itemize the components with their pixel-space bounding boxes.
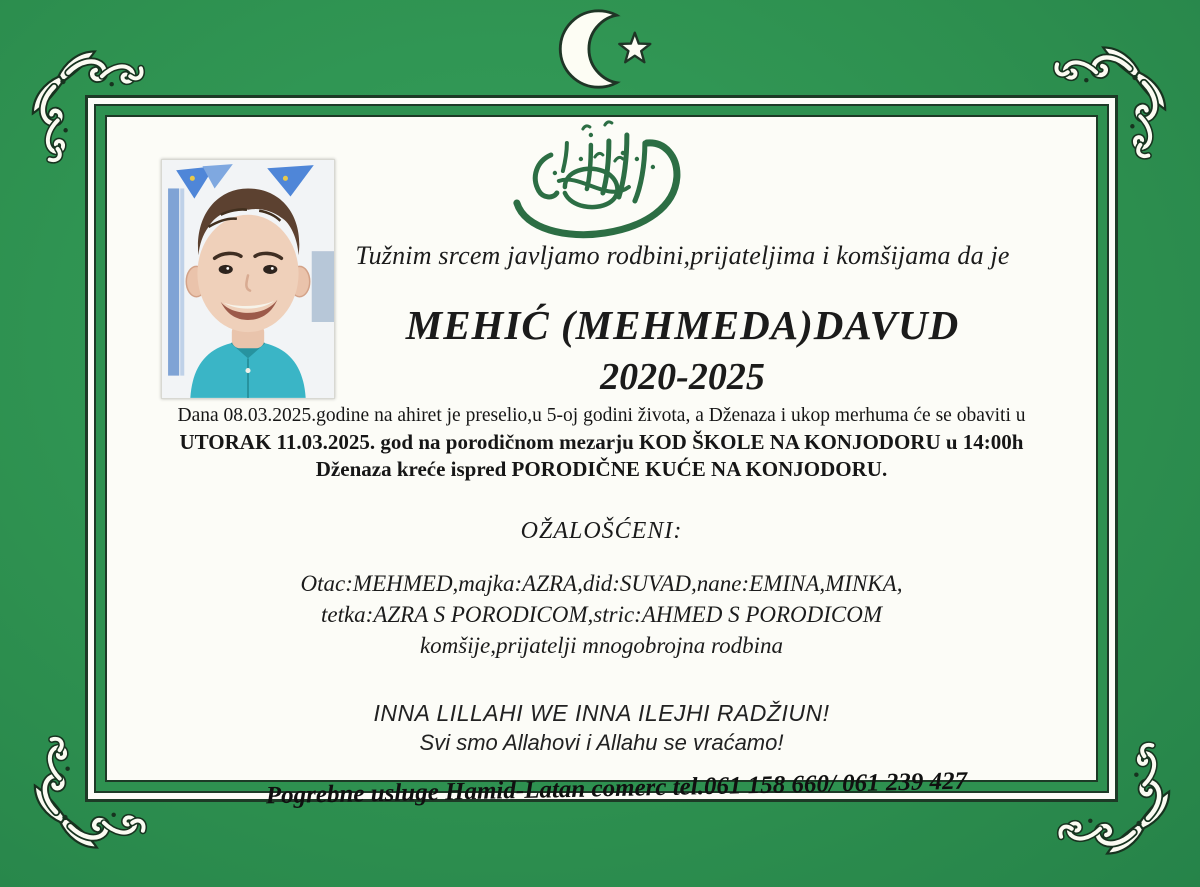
mourners-line-1: Otac:MEHMED,majka:AZRA,did:SUVAD,nane:EMINA,MINKA, — [300, 571, 903, 596]
details-line-3: Dženaza kreće ispred PORODIČNE KUĆE NA KONJODORU. — [315, 457, 888, 481]
mourners-heading: OŽALOŠĆENI: — [520, 518, 683, 544]
prayer-block — [105, 698, 1098, 757]
details-line-1: Dana 08.03.2025.godine na ahiret je preselio,u 5-oj godini života, a Dženaza i ukop merhuma će se obaviti u — [177, 405, 1026, 426]
notice-card — [85, 95, 1118, 810]
prayer-line-2: Svi smo Allahovi i Allahu se vraćamo! — [419, 730, 784, 755]
arabic-calligraphy-icon — [493, 115, 705, 245]
crescent-and-star-icon — [554, 6, 664, 92]
mourners-line-3: komšije,prijatelji mnogobrojna rodbina — [419, 633, 784, 658]
deceased-name: MEHIĆ (MEHMEDA)DAVUD — [405, 302, 960, 348]
headline-block — [275, 241, 1090, 399]
funeral-services-footer: Pogrebne usluge Hamid-Latan comerc tel.061 158 660/ 061 239 427 — [265, 767, 968, 810]
life-years: 2020-2025 — [600, 356, 765, 398]
details-line-2: UTORAK 11.03.2025. god na porodičnom mezarju KOD ŠKOLE NA KONJODORU u 14:00h — [179, 430, 1024, 454]
mourners-line-2: tetka:AZRA S PORODICOM,stric:AHMED S PORODICOM — [320, 602, 883, 627]
funeral-details — [105, 403, 1098, 483]
mourners-list — [105, 568, 1098, 661]
card-inner-frame — [96, 106, 1107, 791]
announcement-text: Tužnim srcem javljamo rodbini,prijateljima i komšijama da je — [355, 241, 1010, 270]
prayer-line-1: INNA LILLAHI WE INNA ILEJHI RADŽIUN! — [373, 700, 830, 726]
